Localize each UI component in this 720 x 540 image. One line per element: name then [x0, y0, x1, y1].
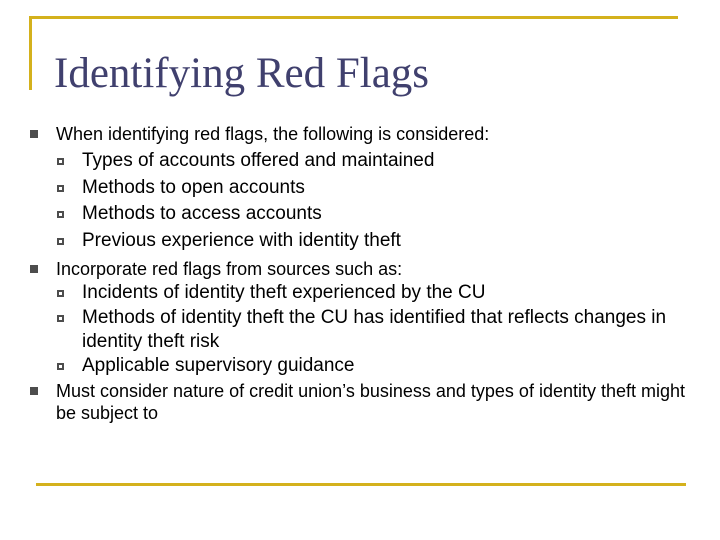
sub-bullet-text: Incidents of identity theft experienced by the CU	[82, 282, 486, 303]
square-bullet-icon	[30, 130, 38, 138]
frame-bottom-rule	[36, 483, 686, 486]
hollow-square-bullet-icon	[57, 290, 64, 297]
hollow-square-bullet-icon	[57, 238, 64, 245]
sub-bullet-item	[82, 354, 672, 378]
hollow-square-bullet-icon	[57, 158, 64, 165]
sub-bullet-item	[82, 229, 672, 253]
hollow-square-bullet-icon	[57, 363, 64, 370]
hollow-square-bullet-icon	[57, 315, 64, 322]
frame-top-rule	[29, 16, 678, 19]
sub-bullet-text: Methods to open accounts	[82, 177, 305, 198]
sub-bullet-text: Types of accounts offered and maintained	[82, 150, 435, 171]
sub-bullet-text: Applicable supervisory guidance	[82, 355, 355, 376]
hollow-square-bullet-icon	[57, 185, 64, 192]
hollow-square-bullet-icon	[57, 211, 64, 218]
square-bullet-icon	[30, 265, 38, 273]
sub-bullet-item	[82, 306, 672, 354]
bullet-text: When identifying red flags, the following is considered:	[56, 124, 490, 144]
bullet-item	[56, 123, 696, 145]
sub-bullet-text: Previous experience with identity theft	[82, 230, 401, 251]
bullet-text: Must consider nature of credit union’s business and types of identity theft might be subject to	[56, 381, 686, 423]
sub-bullet-item	[82, 176, 672, 200]
sub-bullet-item	[82, 202, 672, 226]
sub-bullet-item	[82, 281, 672, 305]
sub-bullet-item	[82, 149, 672, 173]
slide-title: Identifying Red Flags	[54, 50, 430, 97]
frame-left-rule	[29, 16, 32, 90]
bullet-item	[56, 258, 696, 280]
bullet-item	[56, 380, 696, 424]
sub-bullet-text: Methods of identity theft the CU has identified that reflects changes in identity theft risk	[82, 307, 667, 352]
square-bullet-icon	[30, 387, 38, 395]
bullet-text: Incorporate red flags from sources such as:	[56, 259, 403, 279]
sub-bullet-text: Methods to access accounts	[82, 203, 322, 224]
